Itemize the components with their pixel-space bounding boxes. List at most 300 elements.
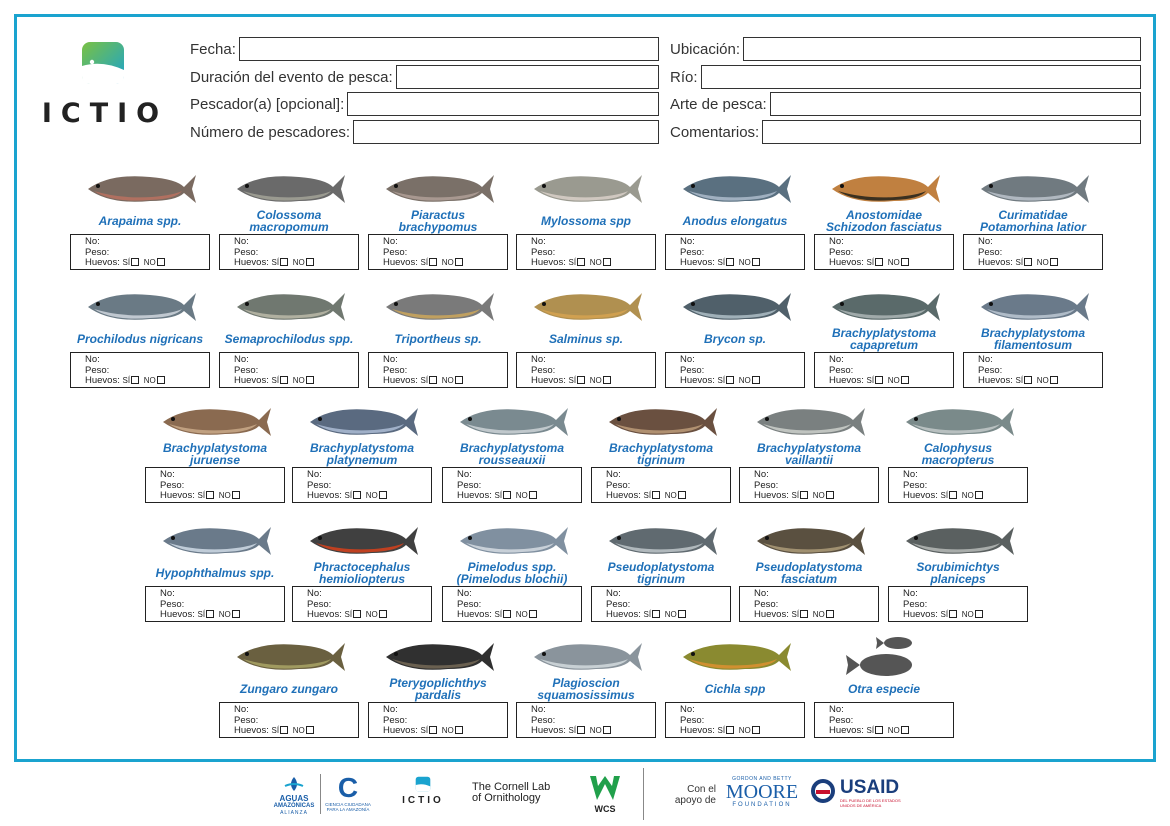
species-name	[733, 442, 885, 466]
species-card	[145, 517, 285, 621]
species-card	[292, 517, 432, 621]
count-field[interactable]: No:	[829, 704, 844, 715]
eggs-no-checkbox[interactable]	[529, 610, 537, 618]
eggs-no-checkbox[interactable]	[379, 491, 387, 499]
eggs-yes-checkbox[interactable]	[503, 610, 511, 618]
eggs-field: Huevos: SÍ NO	[680, 258, 804, 269]
eggs-field: Huevos: SÍ NO	[85, 258, 209, 269]
eggs-field: Huevos: SÍ NO	[234, 726, 358, 737]
numero-pescadores-input[interactable]	[353, 120, 659, 144]
catch-record-box	[145, 467, 285, 503]
eggs-yes-checkbox[interactable]	[726, 258, 734, 266]
duracion-input[interactable]	[396, 65, 659, 89]
eggs-no-checkbox[interactable]	[901, 726, 909, 734]
eggs-no-checkbox[interactable]	[975, 491, 983, 499]
arte-de-pesca-input[interactable]	[770, 92, 1141, 116]
pescador-input[interactable]	[347, 92, 659, 116]
field-ubicacion	[670, 36, 1141, 62]
species-name-line: Pimelodus spp.	[467, 560, 557, 574]
eggs-yes-checkbox[interactable]	[353, 491, 361, 499]
species-name-line: tigrinum	[637, 572, 685, 586]
fish-photo-icon	[526, 283, 646, 329]
eggs-field: Huevos: SÍ NO	[457, 610, 581, 621]
field-label: Número de pescadores:	[190, 123, 351, 141]
ictio-wordmark: ICTIO	[41, 98, 169, 129]
species-name	[436, 561, 588, 585]
weight-field[interactable]: Peso:	[680, 714, 705, 726]
fish-photo-icon	[80, 165, 200, 211]
species-name-line: Piaractus	[410, 208, 466, 222]
eggs-no-checkbox[interactable]	[826, 491, 834, 499]
eggs-field: Huevos: SÍ NO	[680, 376, 804, 387]
species-card	[368, 283, 508, 387]
eggs-field: Huevos: SÍ NO	[234, 258, 358, 269]
eggs-field: Huevos: SÍ NO	[383, 376, 507, 387]
species-name	[808, 327, 960, 351]
eggs-field: Huevos: SÍ NO	[85, 376, 209, 387]
species-name-line: Semaprochilodus spp.	[224, 332, 354, 346]
support-text: Con el apoyo de	[674, 784, 716, 806]
fish-photo-icon	[749, 517, 869, 563]
eggs-yes-checkbox[interactable]	[131, 258, 139, 266]
species-name-line: Mylossoma spp	[540, 214, 632, 228]
weight-field[interactable]: Peso:	[307, 598, 332, 610]
eggs-yes-checkbox[interactable]	[429, 376, 437, 384]
count-field[interactable]: No:	[754, 469, 769, 480]
fish-photo-icon	[526, 165, 646, 211]
count-field[interactable]: No:	[383, 354, 398, 365]
weight-field[interactable]: Peso:	[754, 598, 779, 610]
eggs-yes-checkbox[interactable]	[206, 491, 214, 499]
eggs-field: Huevos: SÍ NO	[978, 258, 1102, 269]
weight-field[interactable]: Peso:	[234, 246, 259, 258]
eggs-yes-checkbox[interactable]	[280, 726, 288, 734]
catch-record-box	[739, 467, 879, 503]
count-field[interactable]: No:	[829, 354, 844, 365]
species-card	[368, 633, 508, 737]
weight-field[interactable]: Peso:	[680, 364, 705, 376]
count-field[interactable]: No:	[457, 469, 472, 480]
catch-record-box	[888, 467, 1028, 503]
species-name-line: macropterus	[921, 453, 995, 467]
fish-photo-icon	[675, 165, 795, 211]
eggs-field: Huevos: SÍ NO	[307, 610, 431, 621]
eggs-yes-checkbox[interactable]	[875, 258, 883, 266]
eggs-field: Huevos: SÍ NO	[754, 491, 878, 502]
species-name-line: Triportheus sp.	[394, 332, 482, 346]
count-field[interactable]: No:	[754, 588, 769, 599]
fish-photo-icon	[302, 517, 422, 563]
species-name-line: Plagioscion	[552, 676, 620, 690]
weight-field[interactable]: Peso:	[829, 714, 854, 726]
eggs-no-checkbox[interactable]	[157, 376, 165, 384]
species-name-line: planiceps	[930, 572, 986, 586]
fish-photo-icon	[601, 398, 721, 444]
eggs-yes-checkbox[interactable]	[503, 491, 511, 499]
count-field[interactable]: No:	[903, 588, 918, 599]
count-field[interactable]: No:	[680, 236, 695, 247]
field-label: Fecha:	[190, 40, 236, 58]
species-name-line: Hypophthalmus spp.	[155, 566, 275, 580]
count-field[interactable]: No:	[903, 469, 918, 480]
species-card	[292, 398, 432, 502]
eggs-no-checkbox[interactable]	[826, 610, 834, 618]
catch-record-box	[70, 234, 210, 270]
field-pescador	[190, 91, 659, 117]
weight-field[interactable]: Peso:	[903, 598, 928, 610]
eggs-no-checkbox[interactable]	[975, 610, 983, 618]
weight-field[interactable]: Peso:	[531, 364, 556, 376]
eggs-no-checkbox[interactable]	[1050, 376, 1058, 384]
fish-photo-icon	[155, 517, 275, 563]
species-name-line: Anodus elongatus	[682, 214, 788, 228]
species-name-line: Phractocephalus	[313, 560, 411, 574]
weight-field[interactable]: Peso:	[457, 598, 482, 610]
count-field[interactable]: No:	[606, 588, 621, 599]
species-card	[665, 633, 805, 737]
eggs-yes-checkbox[interactable]	[429, 258, 437, 266]
species-name	[286, 561, 438, 585]
rio-input[interactable]	[701, 65, 1141, 89]
species-card	[591, 398, 731, 502]
species-name	[957, 209, 1109, 233]
species-card	[442, 398, 582, 502]
catch-record-box	[739, 586, 879, 622]
species-name	[139, 561, 291, 579]
ictio-fish-icon	[415, 776, 431, 792]
eggs-no-checkbox[interactable]	[306, 258, 314, 266]
eggs-no-checkbox[interactable]	[1050, 258, 1058, 266]
eggs-yes-checkbox[interactable]	[429, 726, 437, 734]
species-card	[963, 165, 1103, 269]
divider	[320, 774, 321, 814]
species-name-line: hemioliopterus	[318, 572, 405, 586]
species-card	[219, 283, 359, 387]
eggs-no-checkbox[interactable]	[603, 258, 611, 266]
species-name-line: Arapaima spp.	[98, 214, 182, 228]
weight-field[interactable]: Peso:	[160, 479, 185, 491]
species-name	[733, 561, 885, 585]
eggs-no-checkbox[interactable]	[603, 726, 611, 734]
fish-silhouette-icon	[824, 633, 944, 679]
eggs-yes-checkbox[interactable]	[800, 610, 808, 618]
species-card	[145, 398, 285, 502]
eggs-yes-checkbox[interactable]	[875, 376, 883, 384]
eggs-yes-checkbox[interactable]	[1024, 258, 1032, 266]
eggs-no-checkbox[interactable]	[455, 376, 463, 384]
species-card	[888, 517, 1028, 621]
catch-record-box	[145, 586, 285, 622]
eggs-no-checkbox[interactable]	[232, 610, 240, 618]
eggs-field: Huevos: SÍ NO	[160, 491, 284, 502]
eggs-field: Huevos: SÍ NO	[234, 376, 358, 387]
species-name-line: Anostomidae	[845, 208, 922, 222]
count-field[interactable]: No:	[85, 354, 100, 365]
count-field[interactable]: No:	[234, 704, 249, 715]
species-card	[591, 517, 731, 621]
weight-field[interactable]: Peso:	[606, 479, 631, 491]
weight-field[interactable]: Peso:	[85, 364, 110, 376]
catch-record-box	[814, 234, 954, 270]
weight-field[interactable]: Peso:	[85, 246, 110, 258]
count-field[interactable]: No:	[307, 588, 322, 599]
ictio-fish-icon	[80, 40, 126, 86]
eggs-yes-checkbox[interactable]	[726, 376, 734, 384]
count-field[interactable]: No:	[978, 354, 993, 365]
eggs-yes-checkbox[interactable]	[652, 491, 660, 499]
species-name-line: Brachyplatystoma	[980, 326, 1086, 340]
field-label: Duración del evento de pesca:	[190, 68, 393, 86]
weight-field[interactable]: Peso:	[234, 364, 259, 376]
species-card	[665, 283, 805, 387]
eggs-yes-checkbox[interactable]	[577, 258, 585, 266]
aguas-amazonicas-logo: AGUAS AMAZÓNICAS ALIANZA	[270, 776, 318, 816]
fecha-input[interactable]	[239, 37, 659, 61]
catch-record-box	[963, 352, 1103, 388]
eggs-yes-checkbox[interactable]	[131, 376, 139, 384]
eggs-no-checkbox[interactable]	[306, 726, 314, 734]
species-name-line: tigrinum	[637, 453, 685, 467]
species-card	[888, 398, 1028, 502]
fish-photo-icon	[229, 165, 349, 211]
catch-record-box	[368, 702, 508, 738]
species-name	[808, 209, 960, 233]
weight-field[interactable]: Peso:	[383, 714, 408, 726]
fish-photo-icon	[824, 165, 944, 211]
count-field[interactable]: No:	[85, 236, 100, 247]
species-name-line: Pseudoplatystoma	[607, 560, 715, 574]
count-field[interactable]: No:	[383, 236, 398, 247]
count-field[interactable]: No:	[829, 236, 844, 247]
eggs-field: Huevos: SÍ NO	[531, 726, 655, 737]
species-name	[213, 327, 365, 345]
weight-field[interactable]: Peso:	[383, 364, 408, 376]
species-name-line: brachypomus	[398, 220, 478, 234]
catch-record-box	[516, 702, 656, 738]
eggs-no-checkbox[interactable]	[529, 491, 537, 499]
species-card	[814, 165, 954, 269]
eggs-yes-checkbox[interactable]	[949, 491, 957, 499]
eggs-field: Huevos: SÍ NO	[606, 491, 730, 502]
count-field[interactable]: No:	[531, 354, 546, 365]
eggs-field: Huevos: SÍ NO	[307, 491, 431, 502]
weight-field[interactable]: Peso:	[234, 714, 259, 726]
eggs-field: Huevos: SÍ NO	[680, 726, 804, 737]
fish-photo-icon	[229, 283, 349, 329]
count-field[interactable]: No:	[680, 704, 695, 715]
species-name-line: filamentosum	[993, 338, 1072, 352]
species-name-line: Otra especie	[847, 682, 921, 696]
count-field[interactable]: No:	[383, 704, 398, 715]
species-card	[739, 398, 879, 502]
fish-photo-icon	[973, 165, 1093, 211]
field-label: Comentarios:	[670, 123, 760, 141]
fish-photo-icon	[378, 165, 498, 211]
species-name	[510, 209, 662, 227]
ubicacion-input[interactable]	[743, 37, 1141, 61]
eggs-no-checkbox[interactable]	[752, 258, 760, 266]
eggs-no-checkbox[interactable]	[678, 610, 686, 618]
species-name-line: Brachyplatystoma	[459, 441, 565, 455]
eggs-no-checkbox[interactable]	[901, 258, 909, 266]
species-name-line: Salminus sp.	[548, 332, 624, 346]
wcs-w-icon	[588, 774, 622, 802]
species-name	[436, 442, 588, 466]
fish-photo-icon	[526, 633, 646, 679]
catch-record-box	[665, 352, 805, 388]
count-field[interactable]: No:	[457, 588, 472, 599]
eggs-no-checkbox[interactable]	[752, 726, 760, 734]
catch-record-box	[888, 586, 1028, 622]
c-icon: C	[337, 772, 359, 803]
weight-field[interactable]: Peso:	[829, 364, 854, 376]
eggs-no-checkbox[interactable]	[455, 258, 463, 266]
weight-field[interactable]: Peso:	[383, 246, 408, 258]
field-arte-de-pesca	[670, 91, 1141, 117]
eggs-no-checkbox[interactable]	[306, 376, 314, 384]
eggs-field: Huevos: SÍ NO	[457, 491, 581, 502]
species-name-line: vaillantii	[784, 453, 834, 467]
catch-record-box	[292, 467, 432, 503]
eggs-no-checkbox[interactable]	[901, 376, 909, 384]
eggs-yes-checkbox[interactable]	[577, 376, 585, 384]
weight-field[interactable]: Peso:	[606, 598, 631, 610]
usaid-seal-icon	[810, 778, 836, 804]
fish-photo-icon	[675, 633, 795, 679]
species-name	[213, 209, 365, 233]
count-field[interactable]: No:	[680, 354, 695, 365]
species-name	[957, 327, 1109, 351]
species-name	[882, 442, 1034, 466]
weight-field[interactable]: Peso:	[978, 364, 1003, 376]
eggs-yes-checkbox[interactable]	[800, 491, 808, 499]
species-name-line: Brachyplatystoma	[162, 441, 268, 455]
species-name-line: capapretum	[849, 338, 919, 352]
catch-record-box	[442, 586, 582, 622]
weight-field[interactable]: Peso:	[680, 246, 705, 258]
species-card	[814, 283, 954, 387]
field-label: Pescador(a) [opcional]:	[190, 95, 345, 113]
eggs-yes-checkbox[interactable]	[280, 376, 288, 384]
eggs-field: Huevos: SÍ NO	[978, 376, 1102, 387]
weight-field[interactable]: Peso:	[829, 246, 854, 258]
eggs-yes-checkbox[interactable]	[875, 726, 883, 734]
fish-photo-icon	[675, 283, 795, 329]
eggs-field: Huevos: SÍ NO	[383, 258, 507, 269]
count-field[interactable]: No:	[160, 588, 175, 599]
eggs-field: Huevos: SÍ NO	[903, 491, 1027, 502]
eggs-field: Huevos: SÍ NO	[531, 376, 655, 387]
fish-photo-icon	[898, 517, 1018, 563]
eggs-yes-checkbox[interactable]	[949, 610, 957, 618]
eggs-yes-checkbox[interactable]	[280, 258, 288, 266]
species-name-line: Potamorhina latior	[979, 220, 1086, 234]
catch-record-box	[591, 586, 731, 622]
weight-field[interactable]: Peso:	[457, 479, 482, 491]
species-card	[219, 633, 359, 737]
eggs-field: Huevos: SÍ NO	[903, 610, 1027, 621]
eggs-no-checkbox[interactable]	[603, 376, 611, 384]
fish-photo-icon	[973, 283, 1093, 329]
weight-field[interactable]: Peso:	[160, 598, 185, 610]
catch-record-box	[665, 234, 805, 270]
weight-field[interactable]: Peso:	[978, 246, 1003, 258]
species-name-line: Colossoma	[256, 208, 322, 222]
eggs-yes-checkbox[interactable]	[726, 726, 734, 734]
species-name-line: fasciatum	[780, 572, 838, 586]
species-name-line: platynemum	[326, 453, 398, 467]
count-field[interactable]: No:	[606, 469, 621, 480]
eggs-no-checkbox[interactable]	[678, 491, 686, 499]
footer-partner-logos: AGUAS AMAZÓNICAS ALIANZA C CIENCIA CIUDADANA PARA LA AMAZONÍA ICTIO The Cornell Lab of Ornithology WCS Con el apoyo de GORDON AND BETTY MOORE FOUNDATION USAID DEL PUEBLO DE LOS ESTADOS UNIDOS DE AMÉRICA	[0, 768, 1170, 826]
field-comentarios	[670, 119, 1141, 145]
species-name-line: Brachyplatystoma	[756, 441, 862, 455]
eggs-no-checkbox[interactable]	[232, 491, 240, 499]
eggs-field: Huevos: SÍ NO	[829, 376, 953, 387]
weight-field[interactable]: Peso:	[531, 714, 556, 726]
eggs-no-checkbox[interactable]	[379, 610, 387, 618]
catch-record-box	[665, 702, 805, 738]
fish-photo-icon	[749, 398, 869, 444]
fish-photo-icon	[155, 398, 275, 444]
catch-record-box	[516, 234, 656, 270]
catch-record-box	[814, 702, 954, 738]
moore-foundation-logo: GORDON AND BETTY MOORE FOUNDATION	[725, 776, 799, 808]
count-field[interactable]: No:	[234, 354, 249, 365]
eggs-yes-checkbox[interactable]	[353, 610, 361, 618]
catch-record-box	[219, 234, 359, 270]
field-numero-pescadores	[190, 119, 659, 145]
catch-record-box	[219, 352, 359, 388]
count-field[interactable]: No:	[160, 469, 175, 480]
eggs-yes-checkbox[interactable]	[206, 610, 214, 618]
weight-field[interactable]: Peso:	[531, 246, 556, 258]
species-name	[808, 683, 960, 695]
comentarios-input[interactable]	[762, 120, 1141, 144]
eggs-yes-checkbox[interactable]	[652, 610, 660, 618]
eggs-no-checkbox[interactable]	[157, 258, 165, 266]
ciencia-ciudadana-logo: C CIENCIA CIUDADANA PARA LA AMAZONÍA	[325, 772, 371, 812]
field-fecha	[190, 36, 659, 62]
weight-field[interactable]: Peso:	[754, 479, 779, 491]
eggs-yes-checkbox[interactable]	[1024, 376, 1032, 384]
fish-photo-icon	[452, 517, 572, 563]
count-field[interactable]: No:	[978, 236, 993, 247]
eggs-yes-checkbox[interactable]	[577, 726, 585, 734]
species-name-line: Prochilodus nigricans	[76, 332, 204, 346]
weight-field[interactable]: Peso:	[903, 479, 928, 491]
eggs-field: Huevos: SÍ NO	[754, 610, 878, 621]
count-field[interactable]: No:	[531, 704, 546, 715]
eggs-no-checkbox[interactable]	[752, 376, 760, 384]
catch-record-box	[292, 586, 432, 622]
fish-photo-icon	[452, 398, 572, 444]
ictio-footer-logo: ICTIO	[398, 776, 448, 806]
species-name-line: macropomum	[249, 220, 329, 234]
count-field[interactable]: No:	[307, 469, 322, 480]
count-field[interactable]: No:	[531, 236, 546, 247]
species-card	[219, 165, 359, 269]
count-field[interactable]: No:	[234, 236, 249, 247]
eggs-no-checkbox[interactable]	[455, 726, 463, 734]
catch-record-box	[814, 352, 954, 388]
field-label: Río:	[670, 68, 698, 86]
species-name-line: Brycon sp.	[703, 332, 766, 346]
species-name	[659, 327, 811, 345]
species-name-line: Pterygoplichthys	[389, 676, 487, 690]
weight-field[interactable]: Peso:	[307, 479, 332, 491]
species-name-line: squamosissimus	[537, 688, 635, 702]
